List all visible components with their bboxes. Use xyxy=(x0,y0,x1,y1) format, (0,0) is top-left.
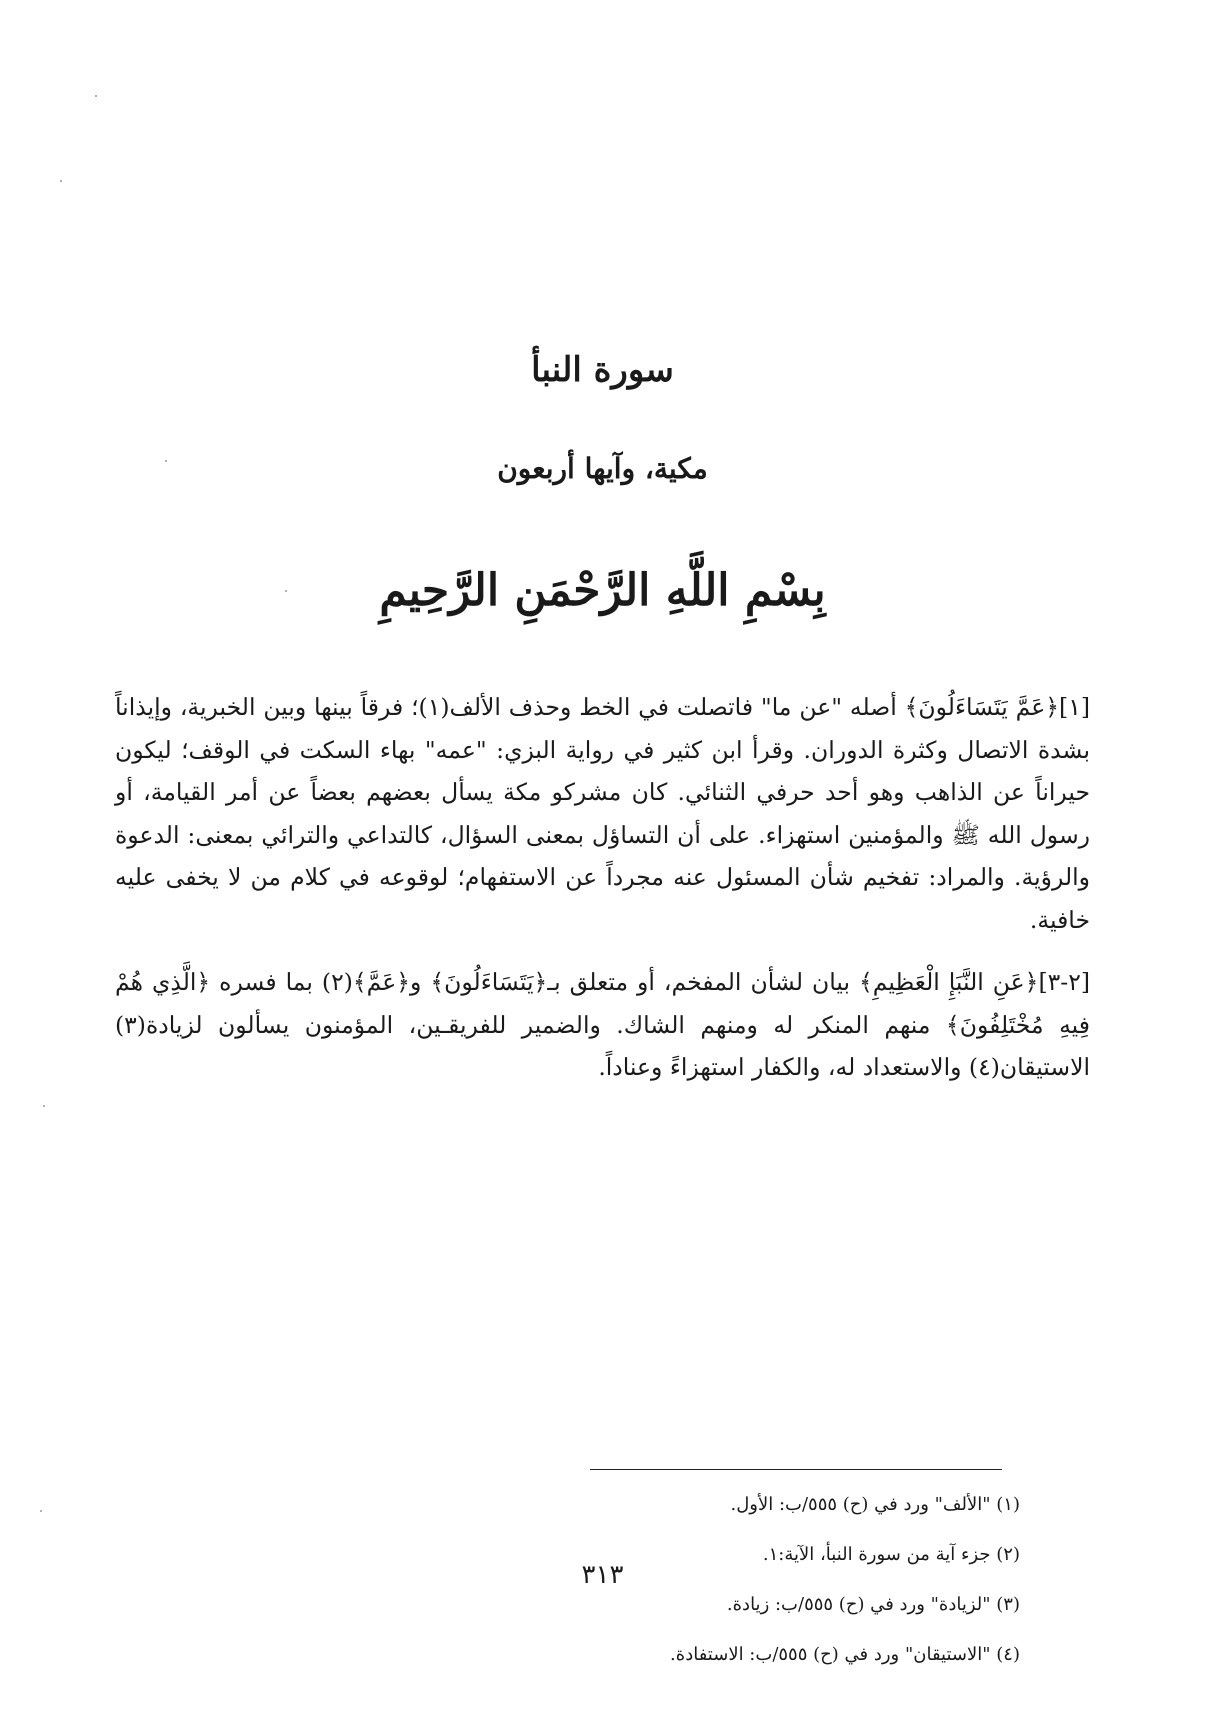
footnote-separator xyxy=(590,1469,1002,1470)
scan-speck xyxy=(285,590,287,592)
commentary-paragraph-1: [١]﴿عَمَّ يَتَسَاءَلُونَ﴾ أصله "عن ما" فاتصلت في الخط وحذف الألف(١)؛ فرقاً بينها وبين الخبرية، وإيذاناً بشدة الاتصال وكثرة الدوران. وقرأ ابن كثير في رواية البزي: "عمه" بهاء السكت في الوقف؛ ليكون حيراناً عن الذاهب وهو أحد حرفي الثنائي. كان مشركو مكة يسأل بعضهم بعضاً عن أمر القيامة، أو رسول الله ﷺ والمؤمنين استهزاء. على أن التساؤل بمعنى السؤال، كالتداعي والترائي بمعنى: الدعوة والرؤية. والمراد: تفخيم شأن المسئول عنه مجرداً عن الاستفهام؛ لوقوعه في كلام من لا يخفى عليه خافية. xyxy=(115,693,1090,934)
scan-speck xyxy=(43,1105,45,1107)
footnote-4: (٤) "الاستيقان" ورد في (ح) ٥٥٥/ب: الاستفادة. xyxy=(670,1644,1020,1665)
page-number: ٣١٣ xyxy=(581,1560,624,1590)
footnote-3: (٣) "لزيادة" ورد في (ح) ٥٥٥/ب: زيادة. xyxy=(726,1594,1020,1615)
commentary-body xyxy=(115,686,1090,1109)
basmala: بِسْمِ اللَّهِ الرَّحْمَنِ الرَّحِيمِ xyxy=(379,565,826,616)
surah-subtitle: مكية، وآيها أربعون xyxy=(497,452,708,485)
scan-speck xyxy=(40,1510,42,1512)
scan-speck xyxy=(60,180,62,182)
scan-speck xyxy=(95,95,97,97)
surah-title: سورة النبأ xyxy=(531,350,674,390)
footnote-2: (٢) جزء آية من سورة النبأ، الآية:١. xyxy=(762,1544,1020,1565)
footnote-1: (١) "الألف" ورد في (ح) ٥٥٥/ب: الأول. xyxy=(730,1494,1020,1515)
commentary-paragraph-2: [٢-٣]﴿عَنِ النَّبَإِ الْعَظِيمِ﴾ بيان لشأن المفخم، أو متعلق بـ﴿يَتَسَاءَلُونَ﴾ و﴿عَمَّ﴾(٢) بما فسره ﴿الَّذِي هُمْ فِيهِ مُخْتَلِفُونَ﴾ منهم المنكر له ومنهم الشاك. والضمير للفريقـين، المؤمنون يسألون لزيادة(٣) الاستيقان(٤) والاستعداد له، والكفار استهزاءً وعناداً. xyxy=(115,968,1090,1081)
scan-speck xyxy=(165,460,167,462)
